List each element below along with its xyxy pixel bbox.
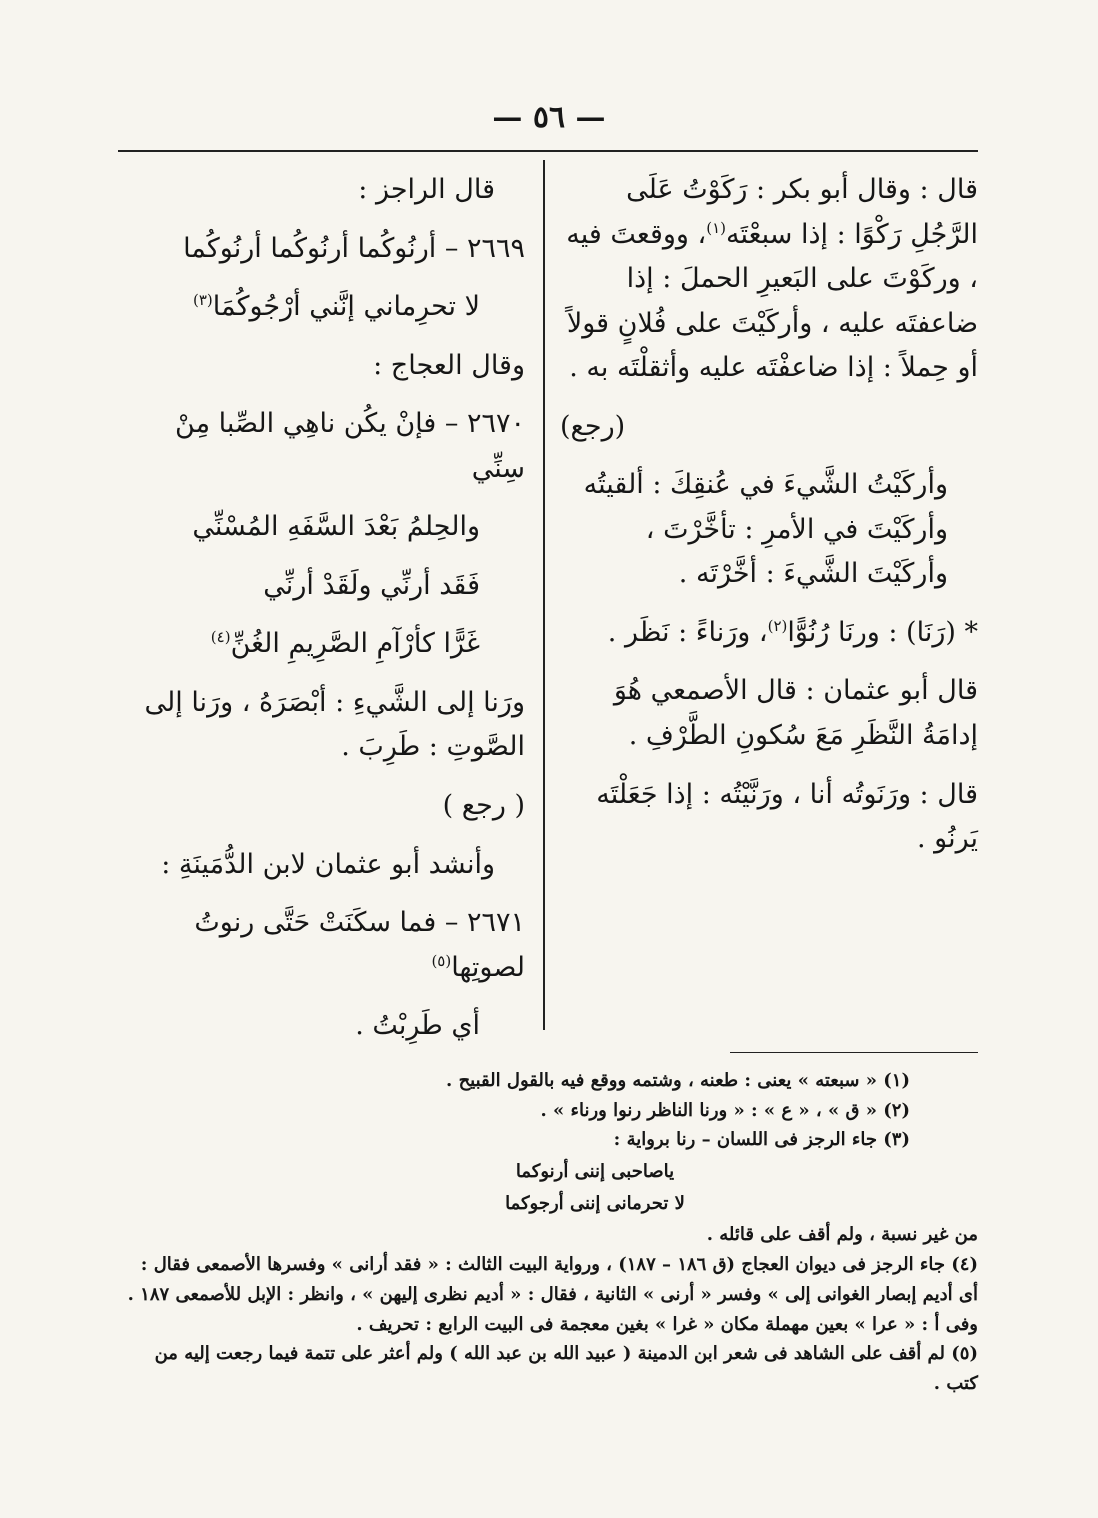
footnote-ref: (٢) [767, 616, 788, 635]
intro-line: وأنشد أبو عثمان لابن الدُّمَينَةِ : [161, 848, 495, 880]
intro-line: وقال العجاج : [373, 349, 525, 381]
footnote: من غير نسبة ، ولم أقف على قائله . [706, 1224, 978, 1246]
footnote: (١) « سبعته » يعنى : طعنه ، وشتمه ووقع فيه بالقول القبيح . [446, 1070, 910, 1091]
paragraph: قال : ورَنَوتُه أنا ، ورَنَّيْتُه : إذا جَعَلْتَه يَرنُو . [596, 778, 978, 855]
footnote: (٣) جاء الرجز فى اللسان – رنا برواية : [613, 1129, 910, 1151]
footnote: (٤) جاء الرجز فى ديوان العجاج (ق ١٨٦ – ١٨٧) ، ورواية البيت الثالث : « فقد أرانى » وفسرها الأصمعى فقال : أى أديم إبصار الغوانى إلى » وفسر « أرنى » الثانية ، فقال : « أديم نظرى إليهن » ، وانظر : الإبل للأصمعى ١٨٧ . وفى أ : « عرا » بعين مهملة مكان « غرا » بغين معجمة فى البيت الرابع : تحريف . [127, 1254, 978, 1335]
footnote-ref: (٥) [431, 951, 452, 970]
paragraph: قال : وقال أبو بكر : رَكَوْتُ عَلَى الرَّجُلِ رَكْوًا : إذا سبعْتَه$^{(١)}$، ووقعتَ فيه ، وركَوْتَ على البَعيرِ الحملَ : إذا ضاعفتَه عليه ، وأركَيْتَ على فُلانٍ قولاً أو حِملاً : إذا ضاعفْتَه عليه وأثقلْتَه به . [566, 174, 978, 384]
left-column [120, 168, 525, 1063]
verse-line: ٢٦٧١ – فما سكَنَتْ حَتَّى رنوتُ لصوتِها$^{(٥)}$ [194, 907, 525, 983]
header-rule [118, 150, 978, 152]
verse-line: ٢٦٧٠ – فإنْ يكُن ناهِي الصِّبا مِنْ سِنِّي [175, 408, 525, 484]
verse-line: والحِلمُ بَعْدَ السَّفَهِ المُسْنِّي [192, 511, 480, 543]
verse-line: فَقَد أرنِّي ولَقَدْ أرنِّي [263, 569, 480, 601]
column-divider [543, 160, 545, 1030]
entry-heading: * (رَنَا) : ورنَا رُنُوًّا$^{(٢)}$، ورَناءً : نَظَر . [607, 616, 978, 648]
section-marker: (رجع) [560, 410, 626, 442]
paragraph: قال أبو عثمان : قال الأصمعي هُوَ إدامَةُ النَّظَرِ مَعَ سُكونِ الطَّرْفِ . [613, 675, 978, 752]
right-column [560, 168, 978, 876]
paragraph: وأركَيْتُ الشَّيءَ في عُنقِكَ : ألقيتُه وأركَيْتَ في الأمرِ : تأخَّرْتَ ، وأركَيْتَ الشَّيءَ : أخَّرْتَه . [583, 469, 948, 590]
footnote-verse: لا تحرمانى إننى أرجوكما [505, 1192, 685, 1214]
footnote: (٢) « ق » ، « ع » : « ورنا الناظر رنوا ورناء » . [540, 1099, 910, 1121]
page-number: — ٥٦ — [492, 100, 606, 135]
footnote-ref: (٤) [210, 628, 231, 647]
footnote-ref: (٣) [192, 291, 213, 310]
verse-line: أي طَرِبْتُ . [355, 1010, 480, 1042]
footnotes [120, 1066, 978, 1399]
paragraph: ورَنا إلى الشَّيءِ : أبْصَرَهُ ، ورَنا إلى الصَّوتِ : طَرِبَ . [144, 686, 525, 763]
footnote-rule [730, 1052, 978, 1053]
footnote-verse: ياصاحبى إننى أرنوكما [515, 1161, 675, 1183]
verse-line: لا تحرِماني إنَّني أرْجُوكُمَا$^{(٣)}$ [192, 291, 480, 323]
footnote: (٥) لم أقف على الشاهد فى شعر ابن الدمينة ( عبيد الله بن عبد الله ) ولم أعثر على تتمة فيما رجعت إليه من كتب . [154, 1343, 978, 1394]
verse-line: ٢٦٦٩ – أرنُوكُما أرنُوكُما أرنُوكُما [183, 232, 525, 264]
intro-line: قال الراجز : [358, 174, 495, 205]
section-marker: ( رجع ) [442, 790, 525, 822]
footnote-ref: (١) [706, 218, 727, 237]
verse-line: غَرًّا كأرْآمِ الصَّرِيمِ الغُنِّ$^{(٤)}$ [210, 628, 480, 660]
